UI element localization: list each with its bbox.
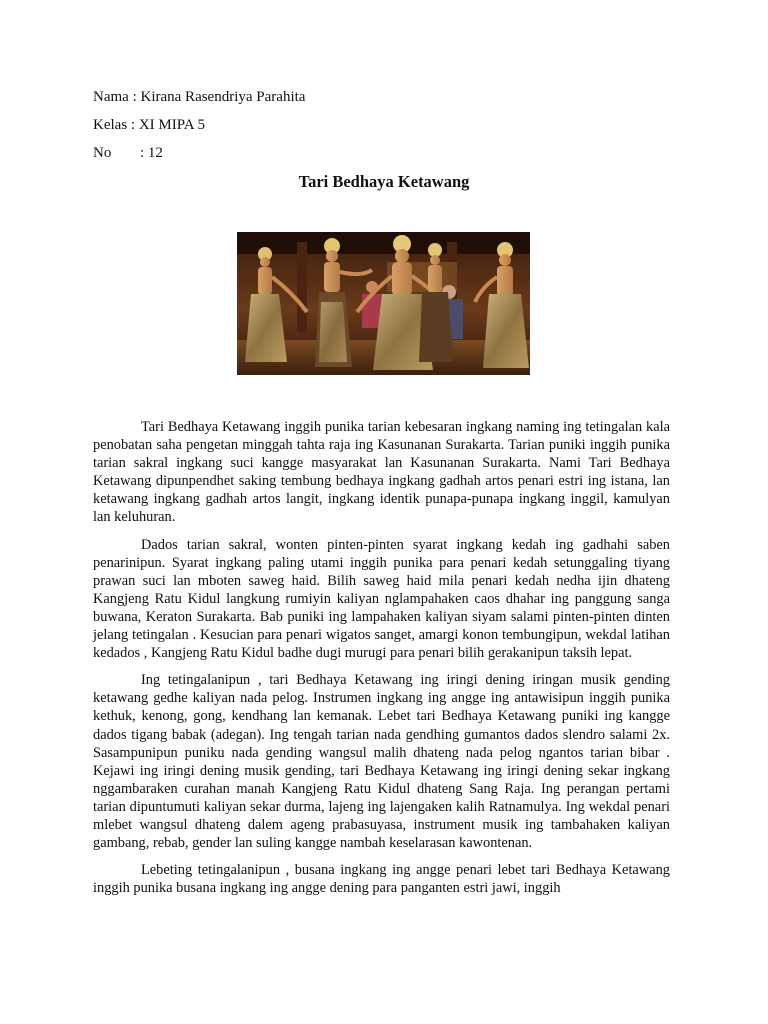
class-label: Kelas (93, 117, 128, 133)
paragraph-2: Dados tarian sakral, wonten pinten-pinten syarat ingkang kedah ing gadhahi saben penarinipun. Syarat ingkang paling utami inggih punika para penari kedah setunggaling tiyang prawan suci lan mboten saweg haid. Bilih saweg haid mila penari kedah nedha ijin dhateng Kangjeng Ratu Kidul langkung rumiyin kaliyan nglampahaken caos dhahar ing panggung sanga buwana, Keraton Surakarta. Bab puniki ing lampahaken kaliyan siyam salami pinten-pinten dinten jelang tetingalan . Kesucian para penari wigatos sanget, amargi konon tembungipun, wekdal latihan kedados , Kangjeng Ratu Kidul badhe dugi murugi para penari bilih gerakanipun taksih lepat. (93, 536, 670, 662)
page-title: Tari Bedhaya Ketawang (298, 172, 470, 191)
name-label: Nama (93, 89, 129, 105)
student-class-line: Kelas : XI MIPA 5 (93, 117, 205, 133)
student-name-line: Nama : Kirana Rasendriya Parahita (93, 89, 306, 105)
student-number-line: No : 12 (93, 145, 163, 161)
no-label: No (93, 145, 112, 161)
student-class: XI MIPA 5 (138, 117, 205, 133)
paragraph-1: Tari Bedhaya Ketawang inggih punika tarian kebesaran ingkang naming ing tetingalan kala penobatan saha pengetan minggah tahta raja ing Kasunanan Surakarta. Tarian puniki inggih punika tarian sakral ingkang suci kangge masyarakat lan Kasunanan Surakarta. Nami Tari Bedhaya Ketawang dipunpendhet saking tembung bedhaya ingkang gadhah artos penari estri ing istana, lan ketawang ingkang gadhah artos langit, ingkang identik punapa-punapa ingkang inggil, kamulyan lan keluhuran. (93, 419, 670, 526)
essay-body (93, 418, 670, 906)
paragraph-4: Lebeting tetingalanipun , busana ingkang ing angge penari lebet tari Bedhaya Ketawang inggih punika busana ingkang ing angge dening para panganten estri jawi, inggih (93, 862, 670, 897)
paragraph-3: Ing tetingalanipun , tari Bedhaya Ketawang ing iringi dening iringan musik gending ketawang gedhe kaliyan nada pelog. Instrumen ingkang ing angge ing antawisipun inggih punika kethuk, kenong, gong, kendhang lan kemanak. Lebet tari Bedhaya Ketawang puniki ing kangge dados tigang babak (adegan). Ing tengah tarian nada gendhing gumantos dados slendro salami 2x. Sasampunipun puniku nada gending wangsul malih dhateng nada pelog ngantos tarian bibar . Kejawi ing iringi dening musik gending, tari Bedhaya Ketawang ing iringi dening sekar ingkang nggambaraken curahan manah Kangjeng Ratu Kidul dhateng Sang Raja. Ing perangan pertami tarian dipuntumuti kaliyan sekar durma, lajeng ing lajengaken kalih Ratnamulya. Ing wekdal penari mlebet wangsul dhateng dalem ageng prabasuyasa, instrument musik ing tambahaken kaliyan gambang, rebab, gender lan suling kangge nambah keselarasan kawontenan. (93, 672, 670, 852)
student-number: 12 (147, 145, 163, 161)
dancers-illustration (237, 232, 530, 375)
student-name: Kirana Rasendriya Parahita (140, 89, 306, 105)
bedhaya-dancers-photo (237, 232, 530, 375)
